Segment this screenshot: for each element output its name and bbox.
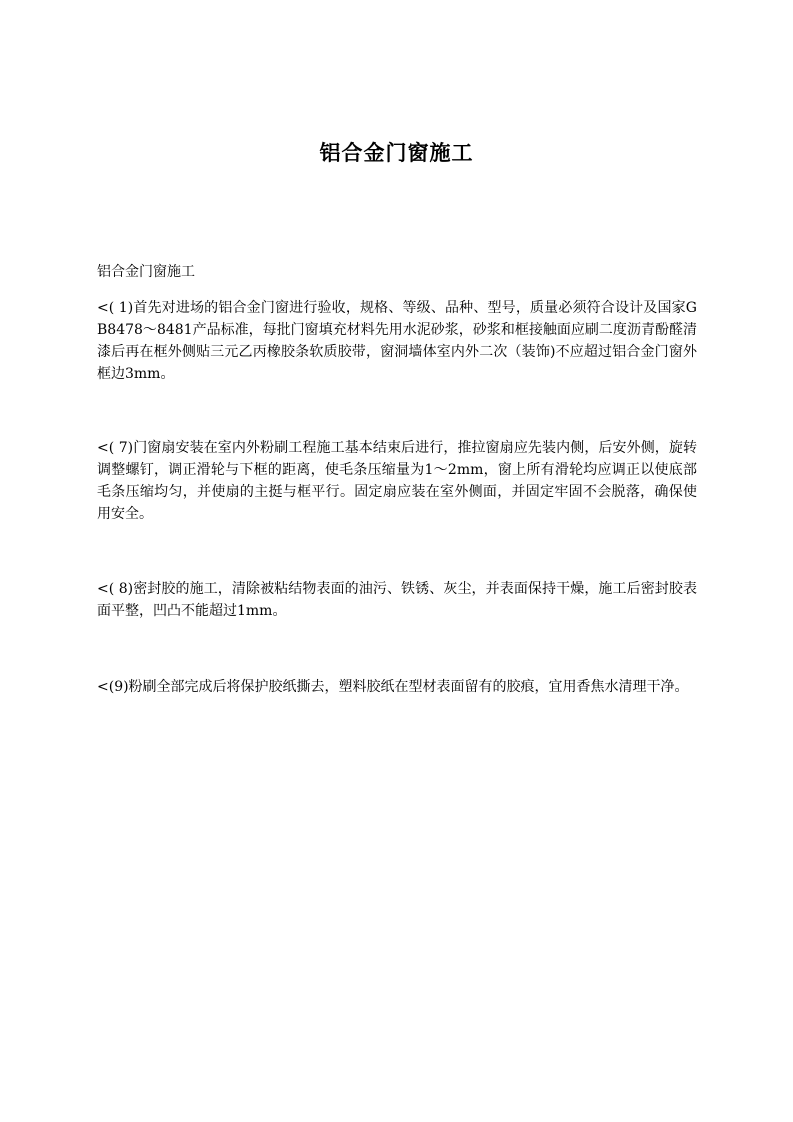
document-title: 铝合金门窗施工 [319,141,474,165]
paragraph-1: <( 1)首先对进场的铝合金门窗进行验收，规格、等级、品种、型号，质量必须符合设计及国家GB8478～8481产品标准，每批门窗填充材料先用水泥砂浆，砂浆和框接触面应刷二度沥青酚醛清漆后再在框外侧贴三元乙丙橡胶条软质胶带，窗洞墙体室内外二次（装饰)不应超过铝合金门窗外框边3mm。 [97,300,697,382]
section-heading: 铝合金门窗施工 [97,264,195,280]
paragraph-3: <( 8)密封胶的施工，清除被粘结物表面的油污、铁锈、灰尘，并表面保持干燥，施工后密封胶表面平整，凹凸不能超过1mm。 [97,581,697,619]
paragraph-4: <(9)粉刷全部完成后将保护胶纸撕去，塑料胶纸在型材表面留有的胶痕，宜用香焦水清理干净。 [97,679,689,695]
paragraph-2: <( 7)门窗扇安装在室内外粉刷工程施工基本结束后进行，推拉窗扇应先装内侧，后安外侧，旋转调整螺钉，调正滑轮与下框的距离，使毛条压缩量为1～2mm，窗上所有滑轮均应调正以使底部毛条压缩均匀，并使扇的主挺与框平行。固定扇应装在室外侧面，并固定牢固不会脱落，确保使用安全。 [97,440,697,522]
